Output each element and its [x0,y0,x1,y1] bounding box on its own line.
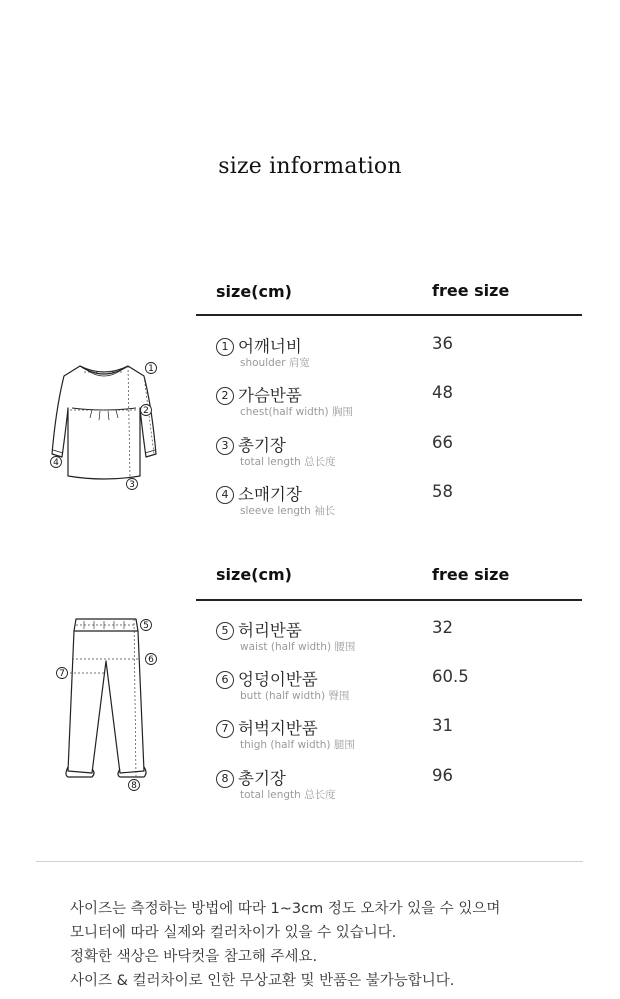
row-sublabel: butt (half width) 臀围 [240,690,350,702]
note-line: 사이즈 & 컬러차이로 인한 무상교환 및 반품은 불가능합니다. [70,973,455,989]
marker-8: 8 [131,781,137,791]
row-value: 66 [432,433,453,452]
table1-header-label: size(cm) [216,282,292,301]
note-line: 정확한 색상은 바닥컷을 참고해 주세요. [70,949,318,965]
row-number: 8 [216,770,234,788]
row-sublabel: total length 总长度 [240,456,336,468]
marker-7: 7 [59,669,65,679]
marker-6: 6 [148,655,154,665]
row-label: 소매기장 [238,485,302,504]
row-number: 1 [216,338,234,356]
page-title: size information [218,154,402,179]
row-value: 32 [432,618,453,637]
top-garment-illustration [44,358,164,493]
row-sublabel: waist (half width) 腰围 [240,641,356,653]
table-row [216,333,582,377]
row-label: 허리반품 [238,621,302,640]
marker-3: 3 [129,480,135,490]
marker-4: 4 [53,458,59,468]
row-number: 7 [216,720,234,738]
row-number: 4 [216,486,234,504]
note-line: 모니터에 따라 실제와 컬러차이가 있을 수 있습니다. [70,925,397,941]
row-value: 60.5 [432,667,469,686]
table2-header-label: size(cm) [216,565,292,584]
marker-1: 1 [148,364,154,374]
row-number: 3 [216,437,234,455]
marker-5: 5 [143,621,149,631]
row-sublabel: thigh (half width) 腿围 [240,739,355,751]
table-row [216,666,582,710]
table-row [216,617,582,661]
row-sublabel: shoulder 肩宽 [240,357,310,369]
table1-header-value: free size [432,281,510,300]
row-number: 2 [216,387,234,405]
size-notes [70,897,500,993]
row-sublabel: sleeve length 袖长 [240,505,336,517]
pants-illustration [50,615,162,795]
row-label: 총기장 [238,436,286,455]
table-row [216,765,582,809]
table1-rule [196,314,582,316]
row-sublabel: total length 总长度 [240,789,336,801]
row-label: 가슴반품 [238,386,302,405]
section-divider [36,861,583,862]
row-label: 총기장 [238,769,286,788]
row-label: 허벅지반품 [238,719,318,738]
row-value: 48 [432,383,453,402]
marker-2: 2 [143,406,149,416]
table-row [216,432,582,476]
table2-rule [196,599,582,601]
row-value: 96 [432,766,453,785]
row-number: 5 [216,622,234,640]
row-value: 31 [432,716,453,735]
row-label: 엉덩이반품 [238,670,318,689]
row-value: 36 [432,334,453,353]
row-number: 6 [216,671,234,689]
table-row [216,715,582,759]
row-value: 58 [432,482,453,501]
row-sublabel: chest(half width) 胸围 [240,406,353,418]
row-label: 어깨너비 [238,337,302,356]
note-line: 사이즈는 측정하는 방법에 따라 1~3cm 정도 오차가 있을 수 있으며 [70,901,501,917]
table-row [216,481,582,525]
table2-header-value: free size [432,565,510,584]
table-row [216,382,582,426]
